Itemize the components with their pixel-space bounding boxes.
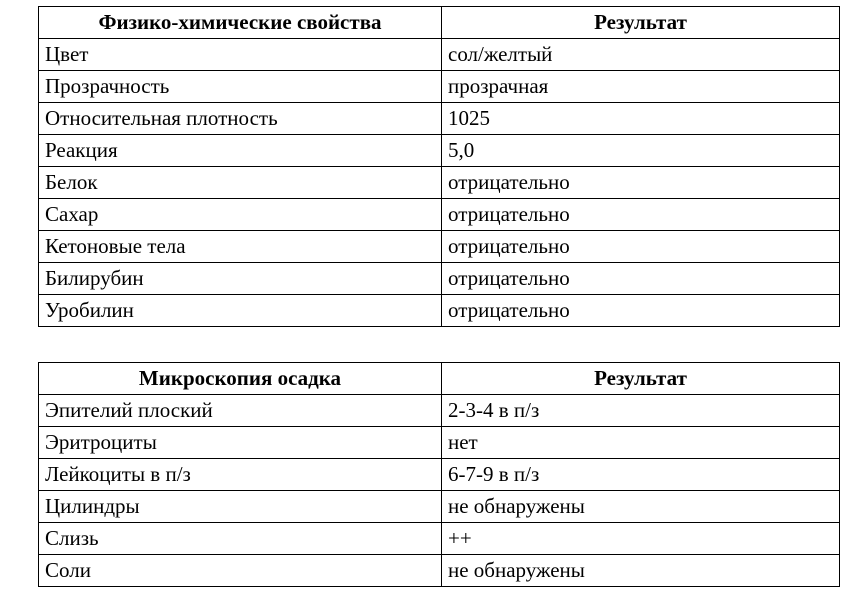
result-cell: 1025 bbox=[442, 103, 840, 135]
property-cell: Эпителий плоский bbox=[39, 395, 442, 427]
table-row bbox=[39, 103, 840, 135]
table-header-row bbox=[39, 7, 840, 39]
property-cell: Цвет bbox=[39, 39, 442, 71]
table-row bbox=[39, 231, 840, 263]
property-cell: Лейкоциты в п/з bbox=[39, 459, 442, 491]
table-row bbox=[39, 427, 840, 459]
column-header-result: Результат bbox=[442, 363, 840, 395]
property-cell: Слизь bbox=[39, 523, 442, 555]
table-row bbox=[39, 135, 840, 167]
result-cell: 6-7-9 в п/з bbox=[442, 459, 840, 491]
property-cell: Уробилин bbox=[39, 295, 442, 327]
result-cell: отрицательно bbox=[442, 263, 840, 295]
table-row bbox=[39, 263, 840, 295]
property-cell: Цилиндры bbox=[39, 491, 442, 523]
result-cell: отрицательно bbox=[442, 231, 840, 263]
property-cell: Кетоновые тела bbox=[39, 231, 442, 263]
microscopy-table bbox=[38, 362, 840, 587]
table-row bbox=[39, 167, 840, 199]
table-row bbox=[39, 39, 840, 71]
table-row bbox=[39, 71, 840, 103]
table-row bbox=[39, 395, 840, 427]
result-cell: не обнаружены bbox=[442, 555, 840, 587]
table-row bbox=[39, 295, 840, 327]
table-row bbox=[39, 491, 840, 523]
result-cell: прозрачная bbox=[442, 71, 840, 103]
result-cell: отрицательно bbox=[442, 167, 840, 199]
result-cell: ++ bbox=[442, 523, 840, 555]
result-cell: сол/желтый bbox=[442, 39, 840, 71]
result-cell: отрицательно bbox=[442, 295, 840, 327]
column-header-result: Результат bbox=[442, 7, 840, 39]
property-cell: Сахар bbox=[39, 199, 442, 231]
table-row bbox=[39, 523, 840, 555]
table-header-row bbox=[39, 363, 840, 395]
property-cell: Белок bbox=[39, 167, 442, 199]
result-cell: нет bbox=[442, 427, 840, 459]
result-cell: 2-3-4 в п/з bbox=[442, 395, 840, 427]
result-cell: не обнаружены bbox=[442, 491, 840, 523]
result-cell: отрицательно bbox=[442, 199, 840, 231]
column-header-property: Микроскопия осадка bbox=[39, 363, 442, 395]
physchem-table bbox=[38, 6, 840, 327]
property-cell: Билирубин bbox=[39, 263, 442, 295]
property-cell: Относительная плотность bbox=[39, 103, 442, 135]
table-row bbox=[39, 555, 840, 587]
table-row bbox=[39, 459, 840, 491]
column-header-property: Физико-химические свойства bbox=[39, 7, 442, 39]
property-cell: Эритроциты bbox=[39, 427, 442, 459]
property-cell: Реакция bbox=[39, 135, 442, 167]
table-row bbox=[39, 199, 840, 231]
property-cell: Прозрачность bbox=[39, 71, 442, 103]
result-cell: 5,0 bbox=[442, 135, 840, 167]
property-cell: Соли bbox=[39, 555, 442, 587]
